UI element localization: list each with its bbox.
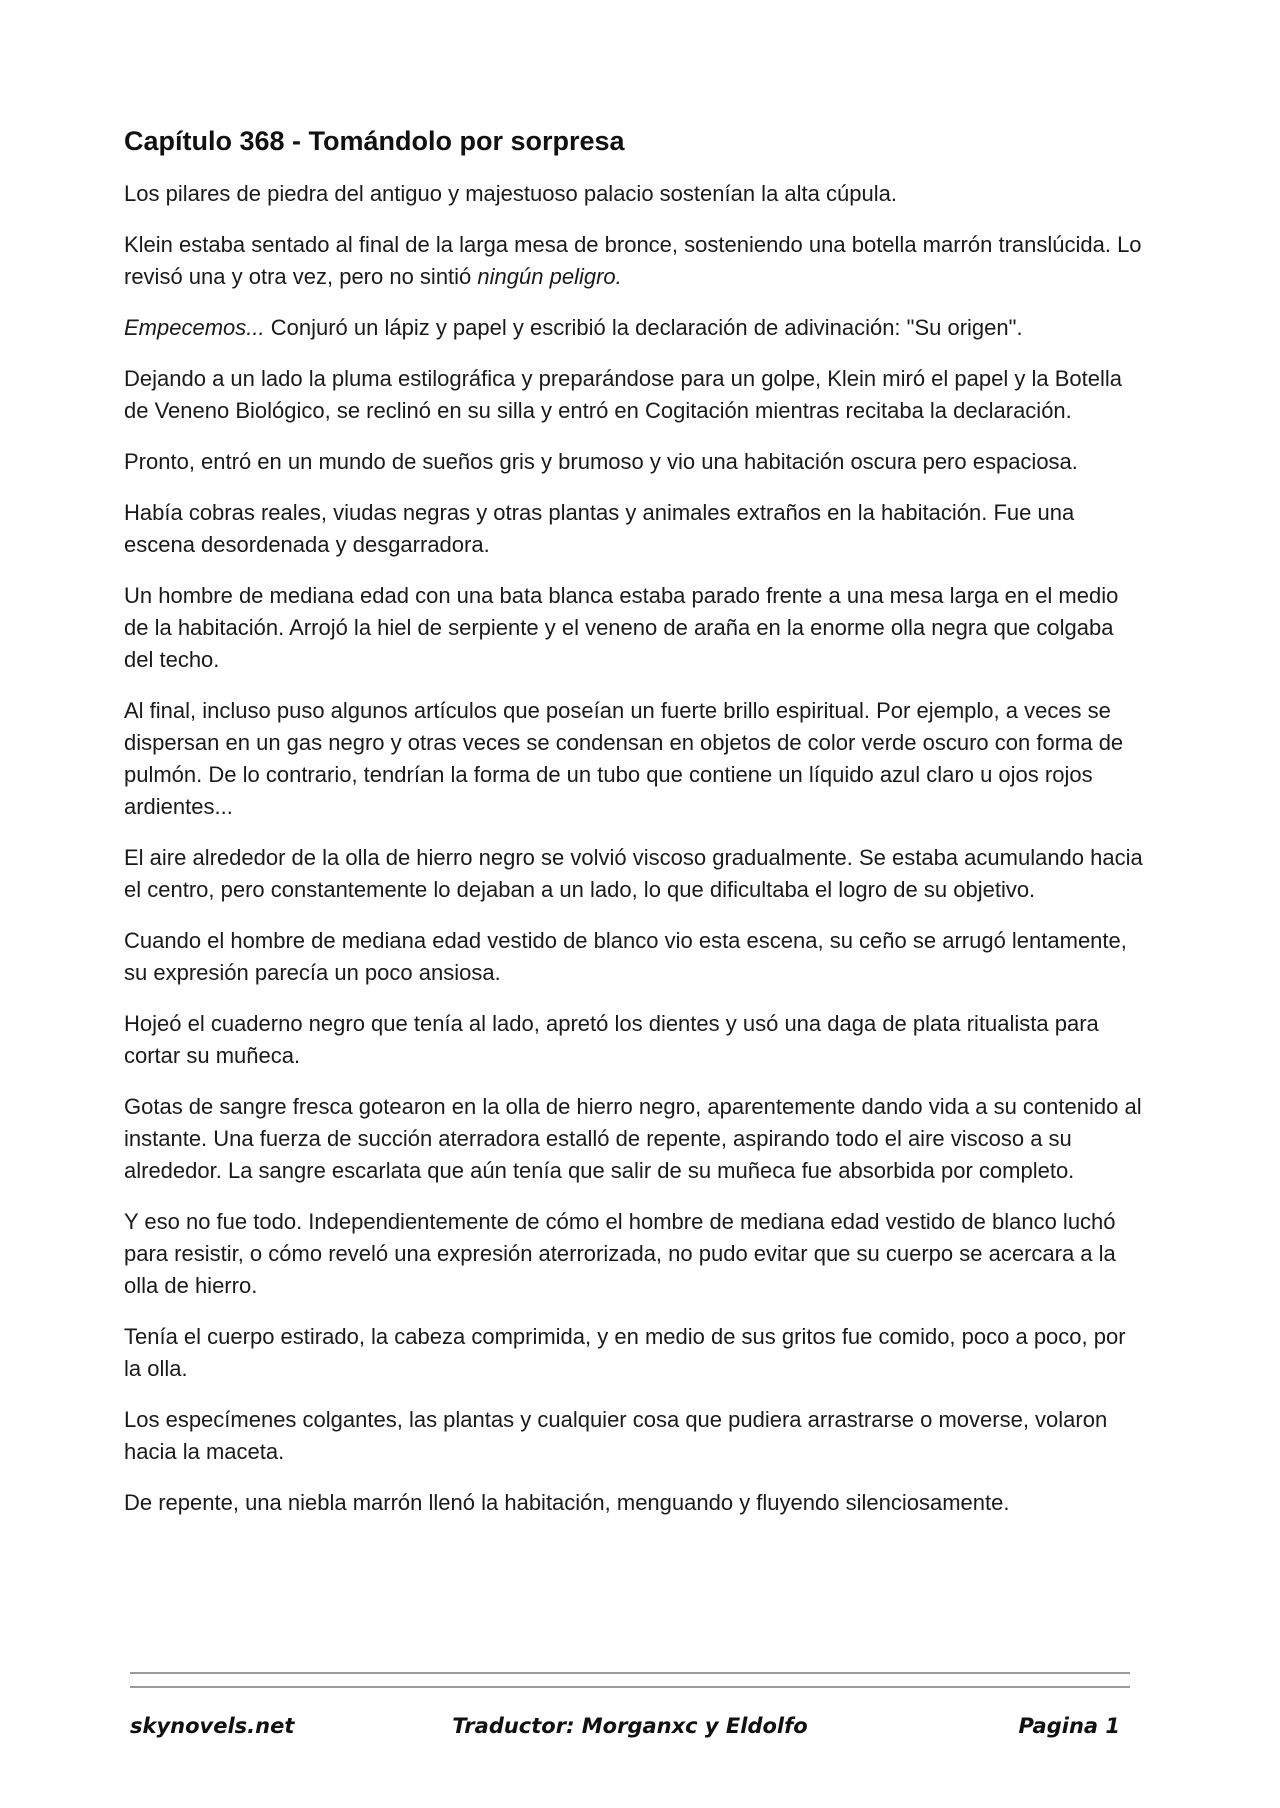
- paragraph-text: Klein estaba sentado al final de la larga mesa de bronce, sosteniendo una botella marrón translúcida. Lo revisó una y otra vez, pero no sintió: [124, 232, 1142, 289]
- divider-line: [130, 1686, 1130, 1688]
- chapter-title: Capítulo 368 - Tomándolo por sorpresa: [124, 126, 625, 156]
- paragraph: Tenía el cuerpo estirado, la cabeza comprimida, y en medio de sus gritos fue comido, poco a poco, por la olla.: [124, 1324, 1126, 1381]
- paragraph: Había cobras reales, viudas negras y otras plantas y animales extraños en la habitación. Fue una escena desordenada y desgarradora.: [124, 500, 1075, 557]
- document-page: [124, 124, 1144, 1538]
- paragraph: [124, 229, 1144, 293]
- paragraph: El aire alrededor de la olla de hierro negro se volvió viscoso gradualmente. Se estaba acumulando hacia el centro, pero constantemente lo dejaban a un lado, lo que dificultaba el logro de su objetivo.: [124, 845, 1143, 902]
- paragraph: Los pilares de piedra del antiguo y majestuoso palacio sostenían la alta cúpula.: [124, 181, 897, 206]
- paragraph: Los especímenes colgantes, las plantas y cualquier cosa que pudiera arrastrarse o moverse, volaron hacia la maceta.: [124, 1407, 1108, 1464]
- paragraph: Dejando a un lado la pluma estilográfica y preparándose para un golpe, Klein miró el papel y la Botella de Veneno Biológico, se reclinó en su silla y entró en Cogitación mientras recitaba la declaración.: [124, 366, 1122, 423]
- paragraph: Al final, incluso puso algunos artículos que poseían un fuerte brillo espiritual. Por ejemplo, a veces se dispersan en un gas negro y otras veces se condensan en objetos de color verde oscuro con forma de pulmón. De lo contrario, tendrían la forma de un tubo que contiene un líquido azul claro u ojos rojos ardientes...: [124, 698, 1124, 819]
- footer-site: skynovels.net: [130, 1714, 295, 1738]
- footer-page-number: Pagina 1: [1018, 1714, 1120, 1738]
- paragraph: [124, 312, 1144, 344]
- paragraph: Gotas de sangre fresca gotearon en la olla de hierro negro, aparentemente dando vida a su contenido al instante. Una fuerza de succión aterradora estalló de repente, aspirando todo el aire viscoso a su alrededor. La sangre escarlata que aún tenía que salir de su muñeca fue absorbida por completo.: [124, 1094, 1142, 1183]
- paragraph: Y eso no fue todo. Independientemente de cómo el hombre de mediana edad vestido de blanco luchó para resistir, o cómo reveló una expresión aterrorizada, no pudo evitar que su cuerpo se acercara a la olla de hierro.: [124, 1209, 1116, 1298]
- footer-translator: Traductor: Morganxc y Eldolfo: [452, 1714, 808, 1738]
- paragraph: Cuando el hombre de mediana edad vestido de blanco vio esta escena, su ceño se arrugó lentamente, su expresión parecía un poco ansiosa.: [124, 928, 1127, 985]
- footer-divider: [130, 1672, 1130, 1700]
- paragraph-italic: ningún peligro.: [477, 264, 622, 289]
- paragraph: Un hombre de mediana edad con una bata blanca estaba parado frente a una mesa larga en el medio de la habitación. Arrojó la hiel de serpiente y el veneno de araña en la enorme olla negra que colgaba del techo.: [124, 583, 1119, 672]
- divider-line: [130, 1672, 1130, 1674]
- paragraph: Hojeó el cuaderno negro que tenía al lado, apretó los dientes y usó una daga de plata ritualista para cortar su muñeca.: [124, 1011, 1099, 1068]
- paragraph: De repente, una niebla marrón llenó la habitación, menguando y fluyendo silenciosamente.: [124, 1490, 1010, 1515]
- page-footer: [130, 1714, 1130, 1748]
- paragraph-italic: Empecemos...: [124, 315, 265, 340]
- paragraph-text: Conjuró un lápiz y papel y escribió la declaración de adivinación: "Su origen".: [264, 315, 1023, 340]
- paragraph: Pronto, entró en un mundo de sueños gris y brumoso y vio una habitación oscura pero espaciosa.: [124, 449, 1078, 474]
